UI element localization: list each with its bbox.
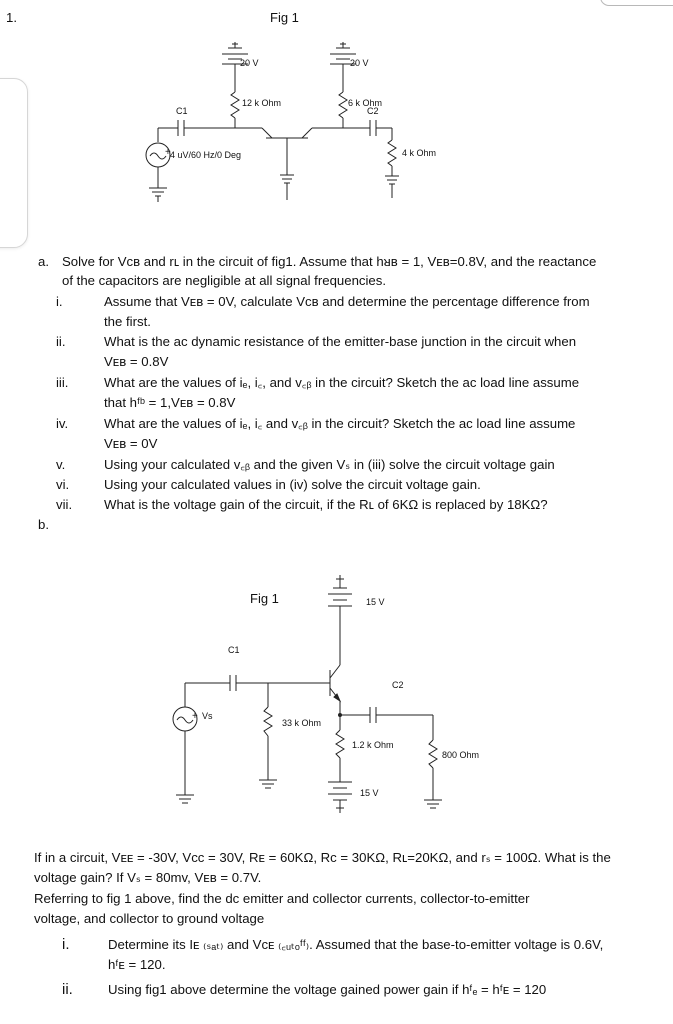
- label-r-load: 4 k Ohm: [402, 148, 437, 158]
- item-line: Using your calculated values in (iv) solve the circuit voltage gain.: [104, 477, 481, 492]
- bottom-line2: voltage gain? If Vₛ = 80mv, Vᴇʙ = 0.7V.: [34, 870, 262, 885]
- part-a-line1: Solve for Vᴄʙ and rʟ in the circuit of fig1. Assume that hᴚʙ = 1, Vᴇʙ=0.8V, and the reactance: [62, 254, 597, 269]
- part-a-line2: of the capacitors are negligible at all signal frequencies.: [62, 273, 387, 288]
- item-line: Using your calculated v꜀ᵦ and the given Vₛ in (iii) solve the circuit voltage gain: [104, 457, 555, 472]
- item-num: i.: [56, 294, 63, 309]
- item-line: Determine its Iᴇ ₍ₛₐₜ₎ and Vᴄᴇ ₍꜀ᵤₜₒᶠᶠ₎. Assumed that the base-to-emitter voltage is 0.6V,: [108, 937, 604, 952]
- item-line: that hᶠᵇ = 1,Vᴇʙ = 0.8V: [104, 395, 236, 410]
- figure-bottom-title: Fig 1: [250, 591, 279, 606]
- svg-text:+: +: [165, 147, 171, 158]
- item-num: vii.: [56, 497, 73, 512]
- label-c2: C2: [367, 106, 379, 116]
- item-num: iii.: [56, 375, 69, 390]
- label-supply-bottom: 15 V: [360, 788, 379, 798]
- label-c1: C1: [176, 106, 188, 116]
- item-num: iv.: [56, 416, 69, 431]
- label-r-load: 800 Ohm: [442, 750, 480, 760]
- figure-top-title: Fig 1: [270, 10, 299, 25]
- item-line: Assume that Vᴇʙ = 0V, calculate Vᴄʙ and determine the percentage difference from: [104, 294, 590, 309]
- item-line: hᶠᴇ = 120.: [108, 957, 166, 972]
- item-line: Using fig1 above determine the voltage gained power gain if hᶠₑ = hᶠᴇ = 120: [108, 982, 547, 997]
- item-line: What is the voltage gain of the circuit, if the Rʟ of 6KΩ is replaced by 18KΩ?: [104, 497, 548, 512]
- item-line: What is the ac dynamic resistance of the emitter-base junction in the circuit when: [104, 334, 577, 349]
- bottom-line1: If in a circuit, Vᴇᴇ = -30V, Vᴄᴄ = 30V, Rᴇ = 60KΩ, Rᴄ = 30KΩ, Rʟ=20KΩ, and rₛ = 100Ω. What is the: [34, 850, 611, 865]
- figure-bottom-circuit: [0, 570, 673, 820]
- item-num: ii.: [62, 981, 73, 998]
- item-num: vi.: [56, 477, 70, 492]
- label-r-left: 12 k Ohm: [242, 98, 282, 108]
- item-line: the first.: [104, 314, 151, 329]
- label-supply-left: 20 V: [240, 58, 259, 68]
- label-c1: C1: [228, 645, 240, 655]
- label-source: 4 uV/60 Hz/0 Deg: [170, 150, 242, 160]
- label-supply-top: 15 V: [366, 597, 385, 607]
- item-num: ii.: [56, 334, 66, 349]
- label-r-right: 6 k Ohm: [348, 98, 383, 108]
- item-num: v.: [56, 457, 66, 472]
- item-num: i.: [62, 936, 70, 953]
- label-c2: C2: [392, 680, 404, 690]
- part-a-label: a.: [38, 254, 49, 269]
- label-r-emitter: 1.2 k Ohm: [352, 740, 394, 750]
- svg-text:+: +: [192, 711, 198, 722]
- label-source: Vs: [202, 711, 213, 721]
- label-supply-right: 20 V: [350, 58, 369, 68]
- bottom-line4: voltage, and collector to ground voltage: [34, 911, 265, 926]
- figure-top-circuit: [0, 0, 673, 240]
- item-line: What are the values of iₑ, i꜀ and v꜀ᵦ in the circuit? Sketch the ac load line assume: [104, 416, 576, 431]
- label-r-base: 33 k Ohm: [282, 718, 322, 728]
- item-line: What are the values of iₑ, i꜀, and v꜀ᵦ in the circuit? Sketch the ac load line assume: [104, 375, 580, 390]
- part-b-label: b.: [38, 517, 49, 532]
- item-line: Vᴇʙ = 0V: [104, 436, 158, 451]
- bottom-line3: Referring to fig 1 above, find the dc emitter and collector currents, collector-to-emitter: [34, 891, 530, 906]
- problem-number: 1.: [6, 10, 17, 25]
- item-line: Vᴇʙ = 0.8V: [104, 354, 169, 369]
